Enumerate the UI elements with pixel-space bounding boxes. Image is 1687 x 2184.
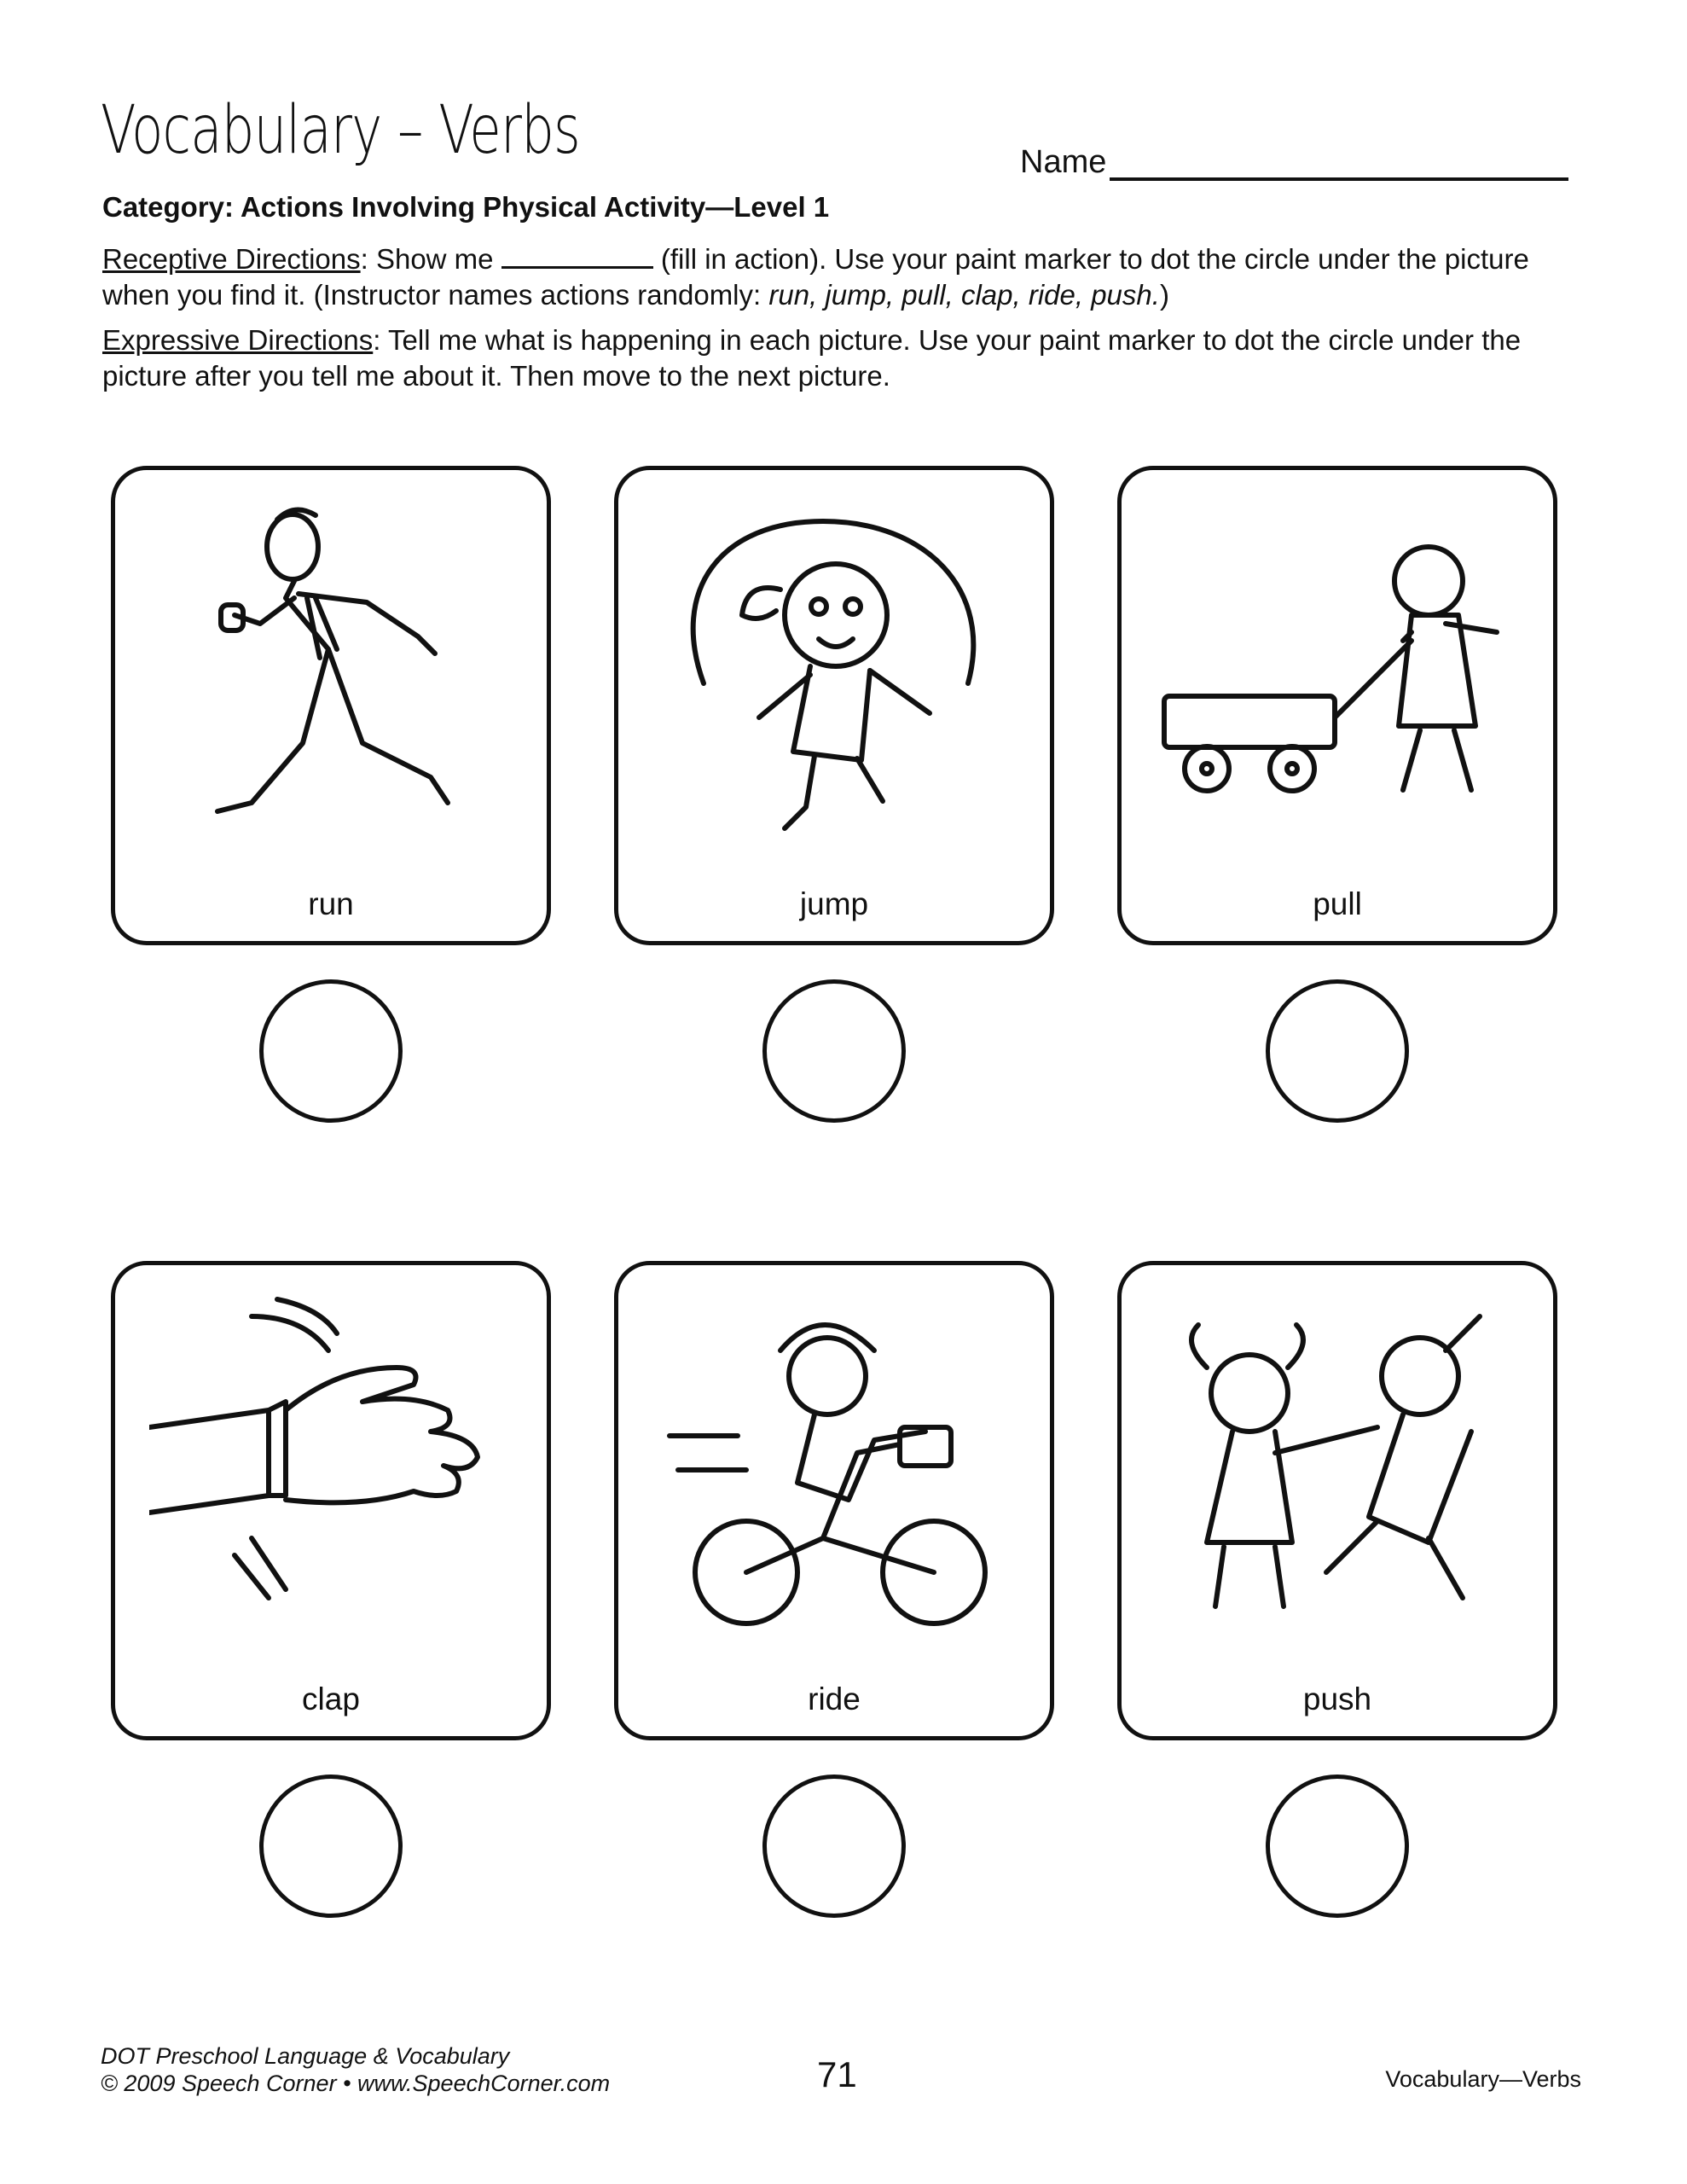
running-man-icon [149,487,513,863]
card-label: jump [799,886,869,921]
name-label: Name [1020,144,1107,180]
category-heading: Category: Actions Involving Physical Activity—Level 1 [102,191,830,223]
page-title: Vocabulary – Verbs [101,92,580,169]
card-jump [614,466,1054,945]
receptive-before: : Show me [360,243,501,275]
card-ride [614,1261,1054,1740]
answer-circle-run[interactable] [259,979,403,1123]
card-label: pull [1313,886,1362,921]
footer-section: Vocabulary—Verbs [1385,2066,1581,2092]
expressive-text: : Tell me what is happening in each picture. Use your paint marker to dot the circle under the picture after you tell me about it. Then move to the next picture. [102,324,1522,392]
card-label: ride [808,1682,861,1716]
card-label: run [308,886,354,921]
footer-credits [101,2042,610,2097]
answer-circle-clap[interactable] [259,1774,403,1918]
girl-pulling-wagon-icon [1156,487,1519,863]
footer-copyright: © 2009 Speech Corner • www.SpeechCorner.com [101,2071,611,2096]
footer-book: DOT Preschool Language & Vocabulary [101,2043,510,2069]
receptive-close: ) [1159,279,1169,311]
expressive-label: Expressive Directions [102,324,374,356]
clapping-hands-icon [149,1282,513,1658]
receptive-list: run, jump, pull, clap, ride, push. [768,279,1160,311]
receptive-after: (fill in action). Use your paint marker to dot the circle under the picture when you find it. (Instructor names actions randomly: [102,243,1529,311]
girl-pushing-boy-icon [1156,1282,1519,1658]
card-label: clap [302,1682,360,1716]
card-clap [111,1261,551,1740]
receptive-label: Receptive Directions [102,243,361,275]
page-number: 71 [817,2054,857,2094]
answer-circle-ride[interactable] [762,1774,906,1918]
receptive-directions [102,241,1603,313]
name-line [1110,143,1568,181]
name-field [1020,143,1568,181]
answer-circle-jump[interactable] [762,979,906,1123]
answer-circle-pull[interactable] [1266,979,1409,1123]
card-push [1117,1261,1557,1740]
card-run [111,466,551,945]
girl-riding-bike-icon [652,1282,1016,1658]
fill-blank [501,241,653,269]
card-pull [1117,466,1557,945]
card-label: push [1302,1682,1372,1716]
jump-rope-girl-icon [652,487,1016,863]
answer-circle-push[interactable] [1266,1774,1409,1918]
expressive-directions [102,322,1603,394]
